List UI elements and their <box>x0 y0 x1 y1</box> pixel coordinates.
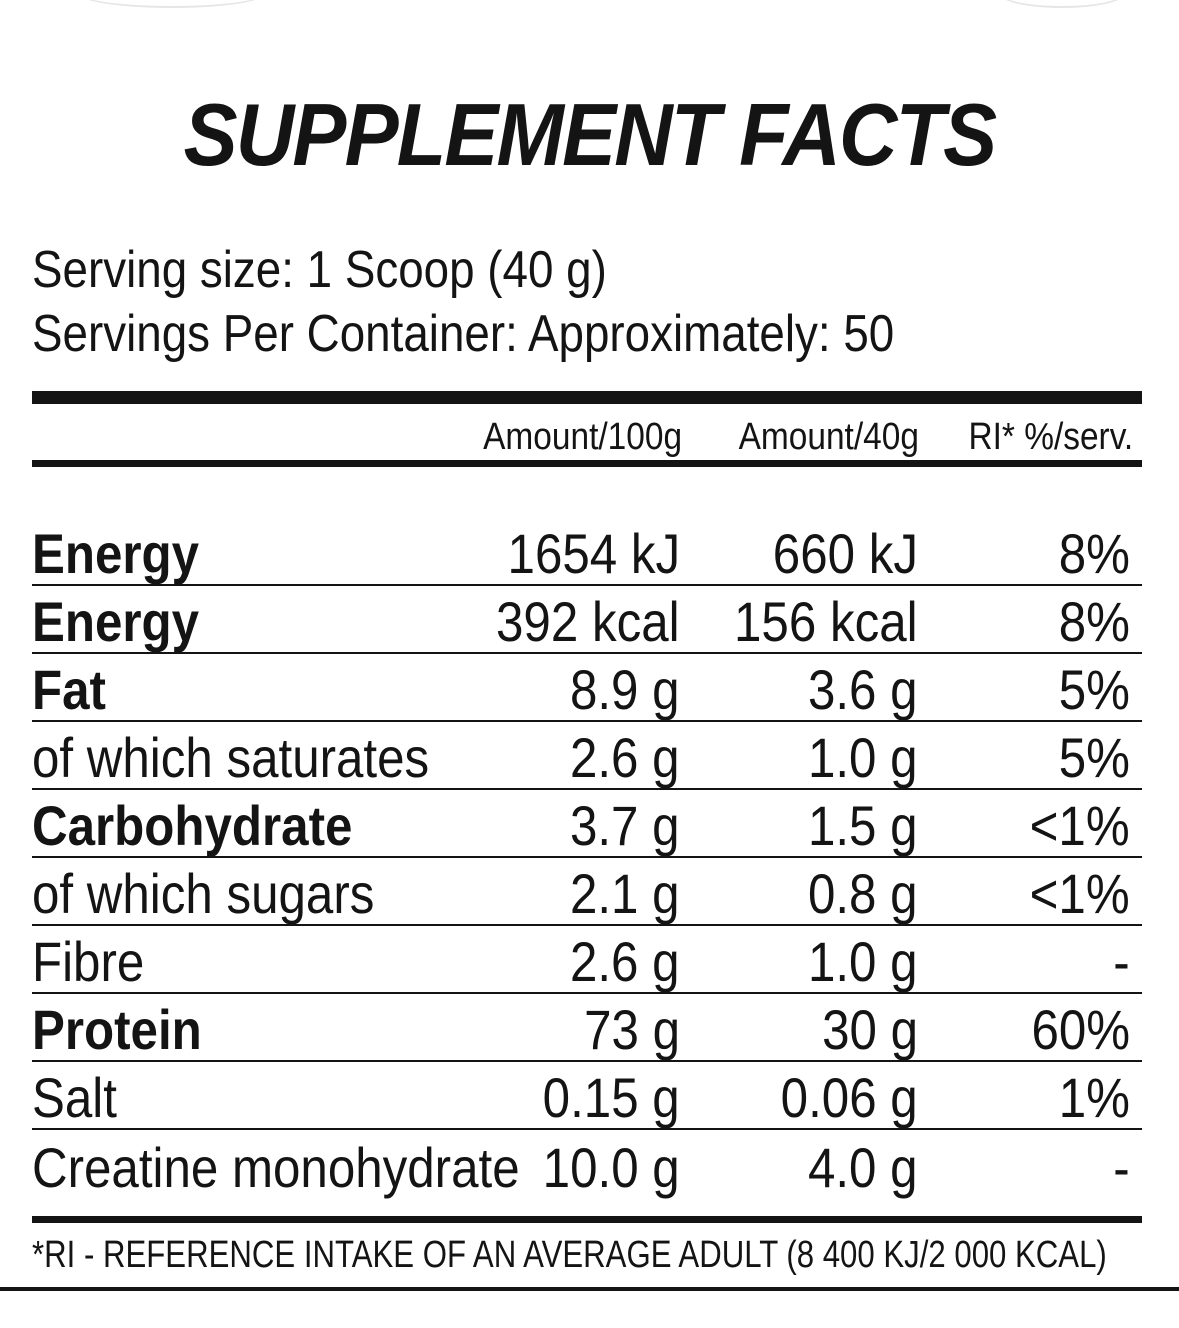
background-arc <box>80 0 264 8</box>
amount-per-100g: 2.1 g <box>570 862 680 925</box>
table-row <box>32 926 1142 994</box>
nutrient-name: Salt <box>32 1066 117 1129</box>
amount-per-100g: 0.15 g <box>542 1066 680 1129</box>
amount-per-40g: 156 kcal <box>734 590 918 653</box>
ri-percent: - <box>1113 930 1130 993</box>
page-title: SUPPLEMENT FACTS <box>183 85 996 184</box>
ri-percent: 60% <box>1031 998 1130 1061</box>
amount-per-40g: 4.0 g <box>808 1136 918 1199</box>
ri-percent: <1% <box>1029 862 1130 925</box>
background-arc <box>1000 0 1124 8</box>
column-header-per-40g: Amount/40g <box>738 416 919 458</box>
ri-percent: 1% <box>1058 1066 1130 1129</box>
amount-per-100g: 10.0 g <box>542 1136 680 1199</box>
table-top-rule <box>32 391 1142 404</box>
ri-percent: 5% <box>1058 726 1130 789</box>
ri-percent: - <box>1113 1136 1130 1199</box>
ri-percent: 5% <box>1058 658 1130 721</box>
amount-per-40g: 1.0 g <box>808 726 918 789</box>
ri-percent: 8% <box>1058 522 1130 585</box>
nutrient-name: of which saturates <box>32 726 430 789</box>
footnote: *RI - REFERENCE INTAKE OF AN AVERAGE ADULT (8 400 KJ/2 000 KCAL) <box>32 1234 1107 1276</box>
nutrient-name: Creatine monohydrate <box>32 1136 520 1199</box>
table-row <box>32 1062 1142 1130</box>
header-rule <box>32 460 1142 467</box>
table-row <box>32 586 1142 654</box>
table-row <box>32 858 1142 926</box>
amount-per-100g: 73 g <box>584 998 680 1061</box>
nutrient-name: Fat <box>32 658 106 721</box>
nutrient-name: Fibre <box>32 930 145 993</box>
amount-per-40g: 1.0 g <box>808 930 918 993</box>
servings-per-container: Servings Per Container: Approximately: 50 <box>32 305 895 363</box>
nutrient-name: Energy <box>32 590 200 653</box>
column-header-ri: RI* %/serv. <box>968 416 1133 458</box>
nutrient-name: Carbohydrate <box>32 794 353 857</box>
nutrient-name: Energy <box>32 522 200 585</box>
table-row <box>32 1130 1142 1198</box>
amount-per-100g: 3.7 g <box>570 794 680 857</box>
amount-per-40g: 0.8 g <box>808 862 918 925</box>
amount-per-100g: 2.6 g <box>570 930 680 993</box>
nutrient-table <box>32 518 1142 1198</box>
table-row <box>32 518 1142 586</box>
amount-per-40g: 660 kJ <box>772 522 918 585</box>
nutrient-name: of which sugars <box>32 862 375 925</box>
amount-per-40g: 3.6 g <box>808 658 918 721</box>
column-header-per-100g: Amount/100g <box>483 416 682 458</box>
table-row <box>32 654 1142 722</box>
amount-per-100g: 392 kcal <box>496 590 680 653</box>
amount-per-40g: 1.5 g <box>808 794 918 857</box>
table-bottom-rule <box>32 1216 1142 1223</box>
amount-per-40g: 30 g <box>822 998 918 1061</box>
page-bottom-rule <box>0 1287 1179 1291</box>
ri-percent: 8% <box>1058 590 1130 653</box>
table-row <box>32 722 1142 790</box>
ri-percent: <1% <box>1029 794 1130 857</box>
amount-per-100g: 8.9 g <box>570 658 680 721</box>
amount-per-100g: 2.6 g <box>570 726 680 789</box>
serving-size: Serving size: 1 Scoop (40 g) <box>32 241 607 299</box>
amount-per-100g: 1654 kJ <box>507 522 680 585</box>
nutrient-name: Protein <box>32 998 202 1061</box>
amount-per-40g: 0.06 g <box>780 1066 918 1129</box>
table-row <box>32 994 1142 1062</box>
table-row <box>32 790 1142 858</box>
